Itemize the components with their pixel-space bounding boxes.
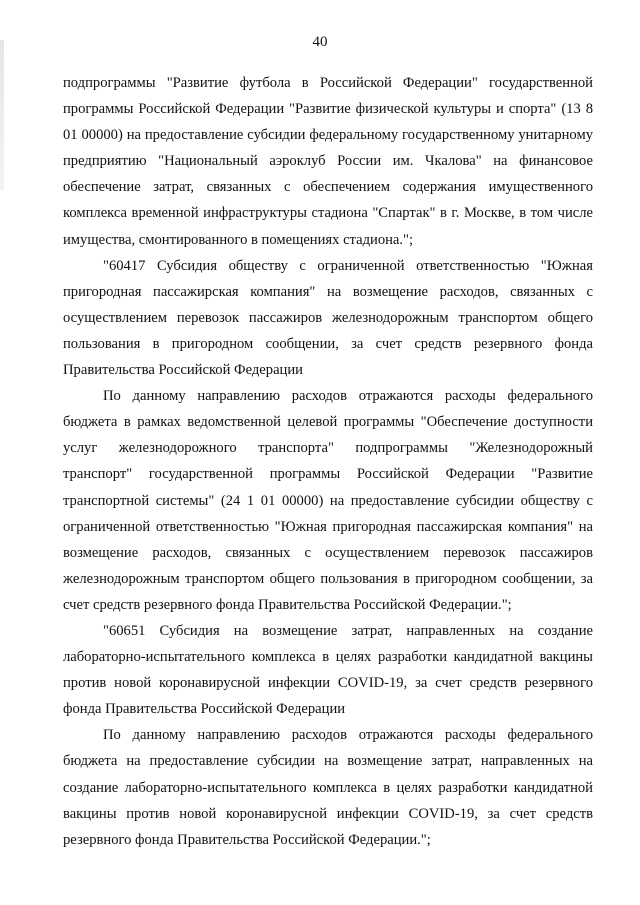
page-number: 40 (312, 34, 328, 50)
scan-edge-shadow (0, 40, 4, 190)
paragraph-60417-description: По данному направлению расходов отражаются расходы федерального бюджета в рамках ведомственной целевой программы "Обеспечение доступности услуг железнодорожного транспорта" подпрограммы "Железнодорожный транспорт" государственной программы Российской Федерации "Развитие транспортной системы" (24 1 01 00000) на предоставление субсидии обществу с ограниченной ответственностью "Южная пригородная пассажирская компания" на возмещение расходов, связанных с осуществлением перевозок пассажиров железнодорожным транспортом общего пользования в пригородном сообщении, за счет средств резервного фонда Правительства Российской Федерации."; (63, 388, 593, 613)
paragraph-continuation: подпрограммы "Развитие футбола в Российской Федерации" государственной программы Российской Федерации "Развитие физической культуры и спорта" (13 8 01 00000) на предоставление субсидии федеральному государственному унитарному предприятию "Национальный аэроклуб России им. Чкалова" на финансовое обеспечение затрат, связанных с обеспечением содержания имущественного комплекса временной инфраструктуры стадиона "Спартак" в г. Москве, в том числе имущества, смонтированного в помещениях стадиона."; (63, 75, 593, 248)
paragraph-60651-description: По данному направлению расходов отражаются расходы федерального бюджета на предоставление субсидии на возмещение затрат, направленных на создание лабораторно-испытательного комплекса в целях разработки кандидатной вакцины против новой коронавирусной инфекции COVID-19, за счет средств резервного фонда Правительства Российской Федерации."; (63, 727, 593, 848)
paragraph-60417-heading: "60417 Субсидия обществу с ограниченной ответственностью "Южная пригородная пассажирская компания" на возмещение расходов, связанных с осуществлением перевозок пассажиров железнодорожным транспортом общего пользования в пригородном сообщении, за счет средств резервного фонда Правительства Российской Федерации (63, 257, 593, 379)
document-body (63, 70, 593, 853)
paragraph-60651-heading: "60651 Субсидия на возмещение затрат, направленных на создание лабораторно-испытательного комплекса в целях разработки кандидатной вакцины против новой коронавирусной инфекции COVID-19, за счет средств резервного фонда Правительства Российской Федерации (63, 622, 593, 718)
